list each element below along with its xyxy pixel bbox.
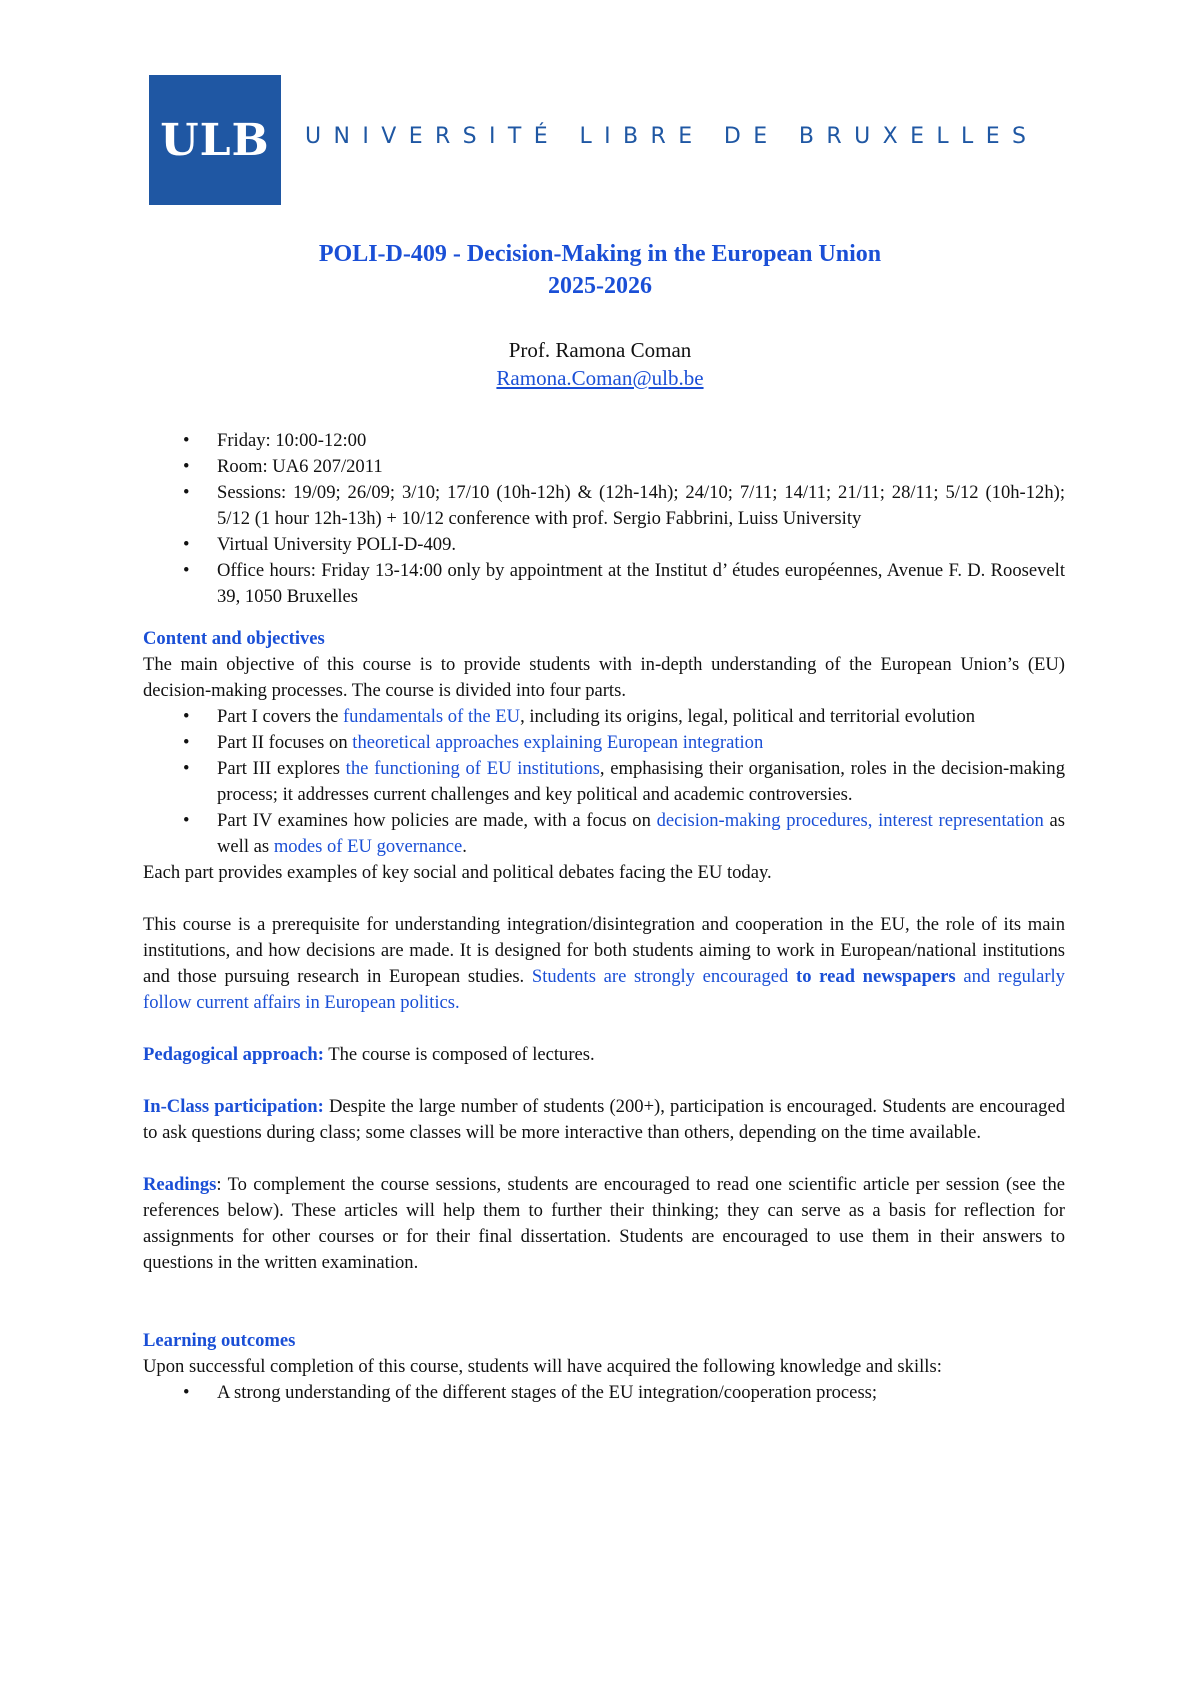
learning-outcomes-list [143, 1380, 1065, 1406]
ulb-logo [149, 75, 281, 205]
course-info-list [143, 428, 1065, 610]
bullet-icon: • [183, 758, 190, 779]
list-item: • Part III explores the functioning of EU institutions, emphasising their organisation, roles in the decision-making process; it addresses current challenges and key political and academic controversies. [183, 758, 1066, 805]
bullet-icon: • [183, 706, 190, 727]
logo-mark: ULB [160, 114, 270, 166]
bullet-icon: • [183, 1382, 190, 1403]
bullet-icon: • [183, 560, 190, 581]
highlight-text: theoretical approaches explaining European integration [352, 732, 764, 753]
list-item: • Virtual University POLI-D-409. [143, 532, 1065, 558]
course-year: 2025-2026 [548, 273, 652, 299]
pedagogical-paragraph: Pedagogical approach: The course is composed of lectures. [143, 1044, 595, 1065]
content-objectives-heading: Content and objectives [143, 628, 325, 649]
list-item: • A strong understanding of the different stages of the EU integration/cooperation process; [143, 1380, 1065, 1406]
list-item: • Part I covers the fundamentals of the EU, including its origins, legal, political and territorial evolution [143, 704, 1065, 730]
bullet-icon: • [183, 732, 190, 753]
bullet-icon: • [183, 456, 190, 477]
learning-outcomes-intro: Upon successful completion of this course, students will have acquired the following knowledge and skills: [143, 1356, 942, 1377]
bullet-icon: • [183, 430, 190, 451]
professor-name: Prof. Ramona Coman [508, 338, 692, 362]
bullet-icon: • [183, 482, 190, 503]
list-item: • Part II focuses on theoretical approaches explaining European integration [143, 730, 1065, 756]
content-objectives-intro: The main objective of this course is to provide students with in-depth understanding of the European Union’s (EU) decision-making processes. The course is divided into four parts. [143, 654, 1065, 701]
list-item: • Office hours: Friday 13-14:00 only by appointment at the Institut d’ études européennes, Avenue F. D. Roosevelt 39, 1050 Bruxelles [183, 560, 1065, 607]
professor-email-link[interactable]: Ramona.Coman@ulb.be [496, 366, 704, 390]
list-item: • Friday: 10:00-12:00 [143, 428, 1065, 454]
participation-paragraph: In-Class participation: Despite the large number of students (200+), participation is encouraged. Students are encouraged to ask questions during class; some classes will be more interactive than others, depending on the time available. [143, 1096, 1065, 1143]
pedagogical-label: Pedagogical approach: [143, 1044, 324, 1065]
bullet-icon: • [183, 810, 190, 831]
highlight-text: decision-making procedures, interest representation [656, 810, 1044, 831]
participation-label: In-Class participation: [143, 1096, 324, 1117]
list-item: • Sessions: 19/09; 26/09; 3/10; 17/10 (10h-12h) & (12h-14h); 24/10; 7/11; 14/11; 21/11; 28/11; 5/12 (10h-12h); 5/12 (1 hour 12h-13h) + 10/12 conference with prof. Sergio Fabbrini, Luiss University [183, 482, 1065, 529]
list-item: • Part IV examines how policies are made, with a focus on decision-making procedures, interest representation as well as modes of EU governance. [183, 810, 1065, 857]
prerequisite-paragraph: This course is a prerequisite for understanding integration/disintegration and cooperation in the EU, the role of its main institutions, and how decisions are made. It is designed for both students aiming to work in European/national institutions and those pursuing research in European studies. Students are strongly encouraged to read newspapers and regularly follow current affairs in European politics. [143, 914, 1065, 1013]
course-title: POLI-D-409 - Decision-Making in the European Union [318, 241, 882, 267]
highlight-text: fundamentals of the EU [342, 706, 521, 727]
readings-label: Readings [143, 1174, 217, 1195]
highlight-text: modes of EU governance [273, 836, 463, 857]
bullet-icon: • [183, 534, 190, 555]
course-parts-list [143, 704, 1065, 860]
content-objectives-closing: Each part provides examples of key social and political debates facing the EU today. [143, 862, 772, 883]
document-body [143, 428, 1065, 1406]
university-name: UNIVERSITÉ LIBRE DE BRUXELLES [305, 124, 1039, 149]
learning-outcomes-heading: Learning outcomes [143, 1330, 296, 1351]
readings-paragraph: Readings: To complement the course sessions, students are encouraged to read one scientific article per session (see the references below). These articles will help them to further their thinking; they can serve as a basis for reflection for assignments for other courses or for their final dissertation. Students are encouraged to use them in their answers to questions in the written examination. [143, 1174, 1065, 1273]
highlight-text: the functioning of EU institutions [345, 758, 600, 779]
list-item: • Room: UA6 207/2011 [143, 454, 1065, 480]
